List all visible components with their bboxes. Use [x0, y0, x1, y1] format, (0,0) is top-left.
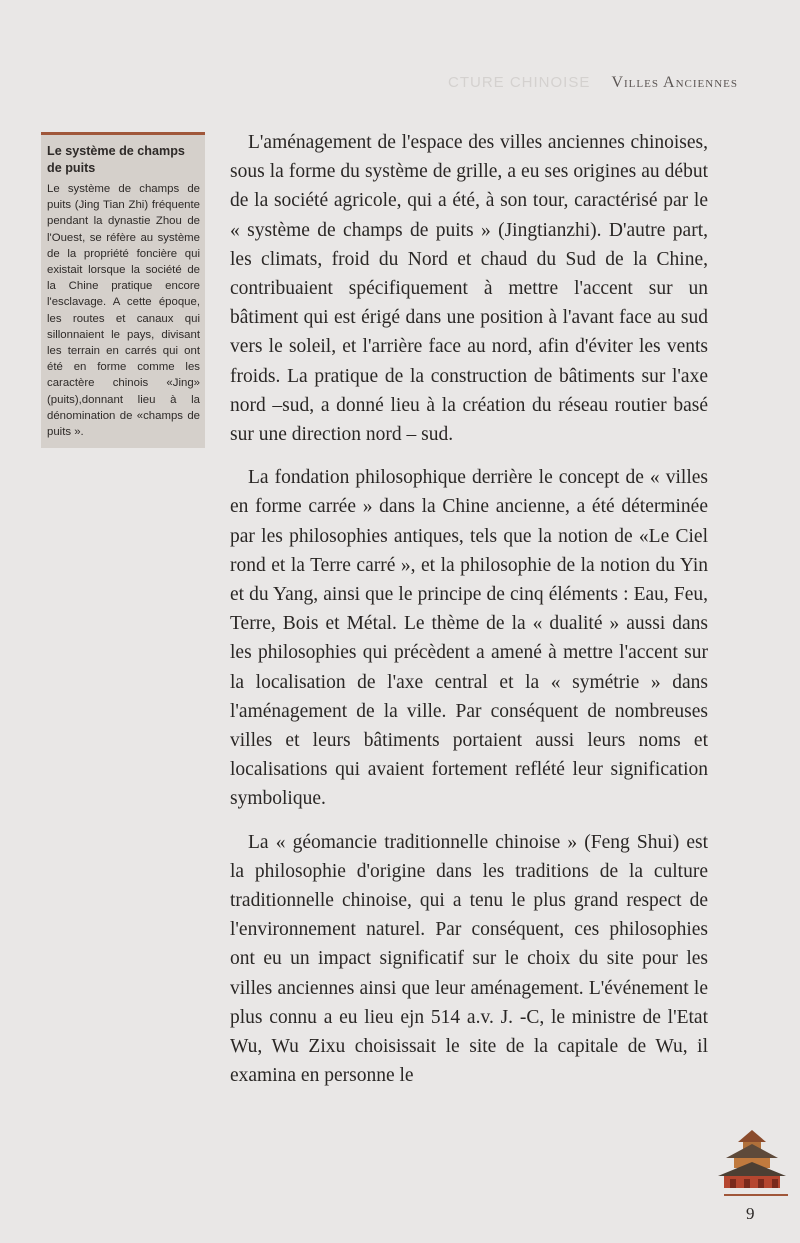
sidebar-box [41, 132, 205, 448]
main-text [230, 128, 708, 1105]
section-title: Villes Anciennes [611, 74, 738, 91]
sidebar-body: Le système de champs de puits (Jing Tian Zhi) fréquente pendant la dynastie Zhou de l'Ouest, se réfère au système de la propriété foncière qui existait lorsque la société de la Chine pratique encore l'esclavage. A cette époque, les routes et canaux qui sillonnaient le pays, divisant les terrain en carrés qui ont été en forme comme les caractère chinois «Jing» (puits),donnant lieu à la dénomination de «champs de puits ». [47, 183, 200, 439]
paragraph-1: L'aménagement de l'espace des villes anciennes chinoises, sous la forme du système de grille, a eu ses origines au début de la société agricole, qui a été, à son tour, caractérisé par le « système de champs de puits » (Jingtianzhi). D'autre part, les climats, froid du Nord et chaud du Sud de la Chine, contribuaient spécifiquement à mettre l'accent sur un bâtiment qui est érigé dans une position à l'avant face au sud vers le soleil, et l'arrière face au nord, afin d'éviter les vents froids. La pratique de la construction de bâtiments sur l'axe nord –sud, a donné lieu à la création du réseau routier basé sur une direction nord – sud. [230, 132, 708, 446]
page-number: 9 [746, 1204, 755, 1223]
footer-rule [724, 1194, 788, 1196]
paragraph-3: La « géomancie traditionnelle chinoise » (Feng Shui) est la philosophie d'origine dans les traditions de la culture traditionnelle chinoise, qui a tenu le plus grand respect de l'environnement naturel. Par conséquent, ces philosophies ont eu un impact significatif sur le choix du site pour les villes anciennes ainsi que leur aménagement. L'événement le plus connu a eu lieu ejn 514 a.v. J. -C, le ministre de l'Etat Wu, Wu Zixu choisissait le site de la capitale de Wu, il examina en personne le [230, 831, 708, 1087]
sidebar-title: Le système de champs de puits [47, 144, 185, 175]
paragraph-2: La fondation philosophique derrière le concept de « villes en forme carrée » dans la Chine ancienne, a été déterminée par les philosophies antiques, tels que la notion de «Le Ciel rond et la Terre carré », et la philosophie de la notion du Yin et du Yang, ainsi que le principe de cinq éléments : Eau, Feu, Terre, Bois et Métal. Le thème de la « dualité » aussi dans les philosophies qui précèdent a amené à mettre l'accent sur la localisation de l'axe central et la « symétrie » dans l'aménagement de la ville. Par conséquent de nombreuses villes et leurs bâtiments portaient aussi leurs noms et localisations qui avaient fortement reflété leur signification symbolique. [230, 467, 708, 810]
pagoda-ornament-icon [716, 1128, 788, 1192]
header-ghost-text: CTURE CHINOISE [448, 74, 591, 91]
